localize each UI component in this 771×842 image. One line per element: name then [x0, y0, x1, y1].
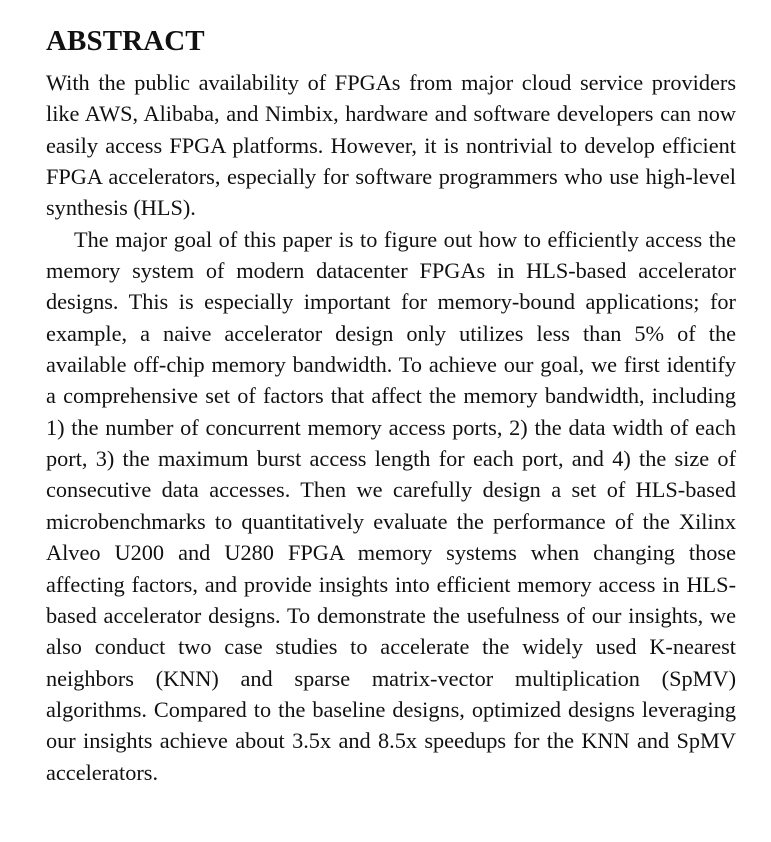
abstract-paragraph-2: The major goal of this paper is to figure out how to efficiently access the memory system of modern datacenter FPGAs in HLS-based accelerator designs. This is especially important for memory-bound applications; for example, a naive accelerator design only utilizes less than 5% of the available off-chip memory bandwidth. To achieve our goal, we first identify a comprehensive set of factors that affect the memory bandwidth, including 1) the number of concurrent memory access ports, 2) the data width of each port, 3) the maximum burst access length for each port, and 4) the size of consecutive data accesses. Then we carefully design a set of HLS-based microbenchmarks to quantitatively evaluate the performance of the Xilinx Alveo U200 and U280 FPGA memory systems when changing those affecting factors, and provide insights into efficient memory access in HLS-based accelerator designs. To demonstrate the usefulness of our insights, we also conduct two case studies to accelerate the widely used K-nearest neighbors (KNN) and sparse matrix-vector multiplication (SpMV) algorithms. Compared to the baseline designs, optimized designs leveraging our insights achieve about 3.5x and 8.5x speedups for the KNN and SpMV accelerators.	[46, 226, 736, 785]
abstract-body	[46, 67, 736, 788]
abstract-paragraph-1: With the public availability of FPGAs from major cloud service providers like AWS, Alibaba, and Nimbix, hardware and software developers can now easily access FPGA platforms. However, it is nontrivial to develop efficient FPGA accelerators, especially for software programmers who use high-level synthesis (HLS).	[46, 70, 736, 221]
section-heading-abstract: ABSTRACT	[46, 25, 205, 57]
paper-page	[46, 22, 736, 788]
